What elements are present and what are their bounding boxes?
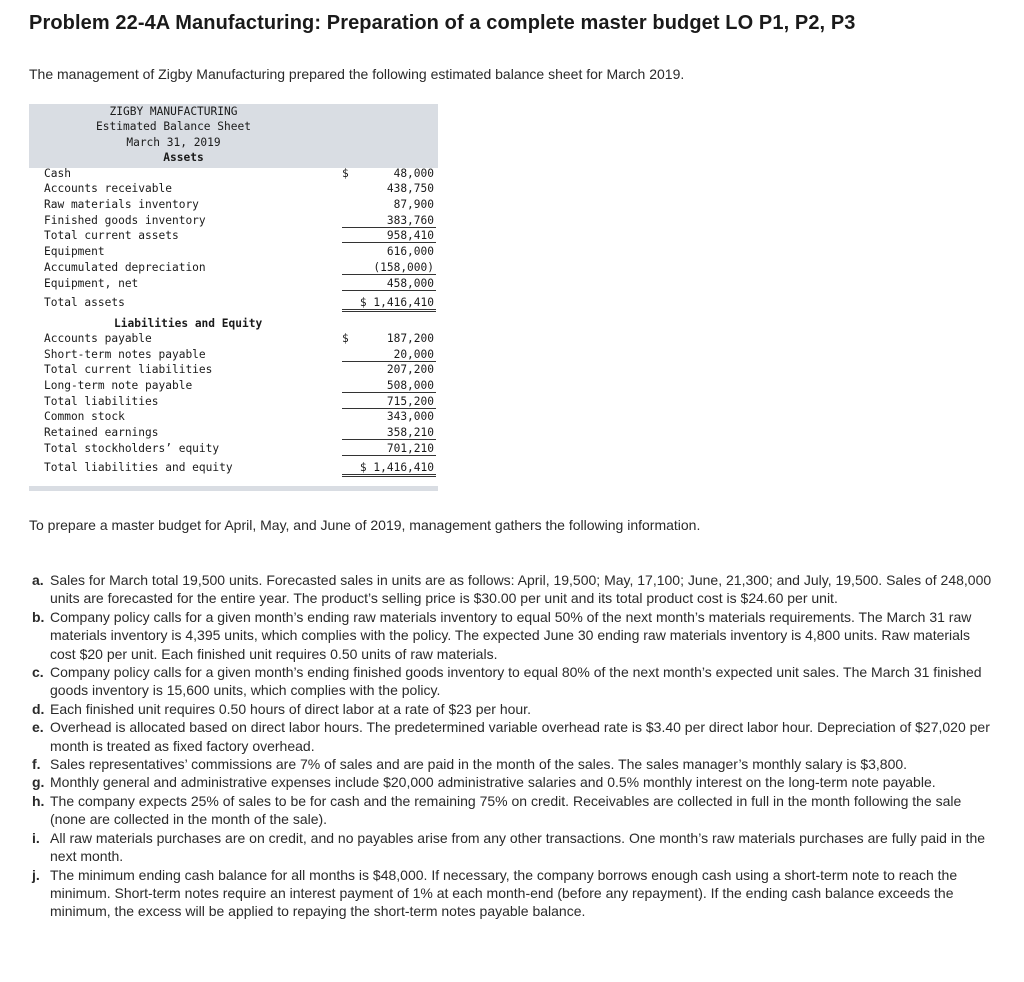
information-item [32,571,992,608]
row-label: Total assets [44,296,125,309]
row-label: Total liabilities [44,395,159,408]
problem-title: Problem 22-4A Manufacturing: Preparation of a complete master budget LO P1, P2, P3 [29,12,856,34]
information-item [32,773,992,791]
row-label: Finished goods inventory [44,214,206,227]
item-letter: f. [32,756,41,773]
row-amount: 508,000 [342,379,436,393]
information-item [32,792,992,829]
row-amount: 701,210 [342,442,436,456]
row-amount: 458,000 [342,277,436,291]
row-label: Short-term notes payable [44,348,206,361]
balance-row [44,461,436,476]
row-label: Retained earnings [44,426,159,439]
row-amount: $ 1,416,410 [342,461,436,477]
intro-text: The management of Zigby Manufacturing prepared the following estimated balance sheet for March 2019. [29,66,685,82]
balance-row [44,167,436,182]
balance-row [44,442,436,457]
row-amount: 87,900 [393,198,434,211]
balance-row [44,277,436,292]
item-letter: d. [32,700,45,717]
row-amount: 958,410 [342,229,436,243]
row-label: Total stockholders’ equity [44,442,220,455]
row-amount: 48,000 [393,167,434,180]
balance-row [44,379,436,394]
item-text: The company expects 25% of sales to be for cash and the remaining 75% on credit. Receivables are collected in full in the month following the sale (none are collected in the month of the sale). [50,792,962,828]
balance-row [44,198,436,213]
row-label: Total liabilities and equity [44,461,233,474]
information-item [32,718,992,755]
item-text: Overhead is allocated based on direct labor hours. The predetermined variable overhead rate is $3.40 per direct labor hour. Depreciation of $27,020 per month is treated as fixed factory overhead. [50,719,990,754]
balance-row [44,214,436,229]
balance-row [44,348,436,363]
row-amount: 207,200 [386,363,434,376]
item-text: Sales representatives’ commissions are 7% of sales and are paid in the month of the sales. The sales manager’s monthly salary is $3,800. [50,756,908,773]
item-text: All raw materials purchases are on credit, and no payables arise from any other transactions. One month’s raw materials purchases are fully paid in the next month. [50,829,986,865]
balance-row [44,363,436,378]
row-label: Accounts payable [44,332,152,345]
balance-row [44,426,436,441]
item-text: Each finished unit requires 0.50 hours of direct labor at a rate of $23 per hour. [50,700,531,717]
row-label: Raw materials inventory [44,198,199,211]
balance-row [44,229,436,244]
item-text: Sales for March total 19,500 units. Forecasted sales in units are as follows: April, 19,500; May, 17,100; June, 21,300; and July, 19,500. Sales of 248,000 units are forecasted for the entire year. The product’s selling price is $30.00 per unit and its total product cost is $24.60 per unit. [50,572,992,607]
item-letter: i. [32,829,40,846]
item-letter: a. [32,572,44,588]
statement-date: March 31, 2019 [126,136,221,149]
item-letter: e. [32,719,44,736]
row-label: Equipment [44,245,105,258]
balance-row [44,182,436,197]
information-item [32,700,992,718]
assets-heading: Assets [163,151,204,164]
information-item [32,608,992,663]
item-text: Monthly general and administrative expenses include $20,000 administrative salaries and 0.5% monthly interest on the long-term note payable. [50,774,936,791]
item-letter: c. [32,664,44,681]
item-letter: g. [32,774,45,791]
item-letter: b. [32,608,45,625]
row-label: Total current assets [44,229,179,242]
balance-row [44,332,436,347]
statement-name: Estimated Balance Sheet [96,120,251,133]
row-label: Accounts receivable [44,182,172,195]
item-letter: j. [32,866,40,883]
balance-row [44,395,436,410]
company-name: ZIGBY MANUFACTURING [109,105,238,118]
prep-text: To prepare a master budget for April, May, and June of 2019, management gathers the following information. [29,517,701,533]
row-label: Total current liabilities [44,363,213,376]
information-item [32,829,992,866]
item-text: Company policy calls for a given month’s ending finished goods inventory to equal 80% of the next month’s expected unit sales. The March 31 finished goods inventory is 15,600 units, which complies with the policy. [50,664,982,699]
dollar-sign: $ [342,167,349,180]
row-label: Cash [44,167,71,180]
row-amount: $ 1,416,410 [342,296,436,312]
row-amount: 383,760 [342,214,436,228]
row-amount: 343,000 [386,410,434,423]
row-amount: 187,200 [386,332,434,345]
item-text: The minimum ending cash balance for all months is $48,000. If necessary, the company borrows enough cash using a short-term note to reach the minimum. Short-term notes require an interest payment of 1% at each month-end (before any repayment). If the ending cash balance exceeds the minimum, the excess will be applied to repaying the short-term notes payable balance. [50,866,958,920]
row-amount: 616,000 [386,245,434,258]
row-amount: 358,210 [342,426,436,440]
information-list [32,571,992,921]
item-letter: h. [32,792,45,809]
item-text: Company policy calls for a given month’s ending raw materials inventory to equal 50% of the next month’s materials requirements. The March 31 raw materials inventory is 4,395 units, which complies with the policy. The expected June 30 ending raw materials inventory is 4,800 units. Raw materials cost $20 per unit. Each finished unit requires 0.50 units of raw materials. [50,608,972,662]
row-label: Long-term note payable [44,379,193,392]
liabilities-heading: Liabilities and Equity [114,317,263,330]
row-amount: (158,000) [342,261,436,275]
row-label: Accumulated depreciation [44,261,206,274]
row-amount: 715,200 [342,395,436,409]
row-amount: 20,000 [342,348,436,362]
balance-row [44,245,436,260]
balance-sheet [29,104,438,491]
balance-row [44,261,436,276]
balance-row [44,410,436,425]
balance-sheet-footer [29,486,438,491]
balance-row [44,296,436,311]
information-item [32,866,992,921]
dollar-sign: $ [342,332,349,345]
row-label: Equipment, net [44,277,139,290]
information-item [32,755,992,773]
row-amount: 438,750 [386,182,434,195]
information-item [32,663,992,700]
row-label: Common stock [44,410,125,423]
